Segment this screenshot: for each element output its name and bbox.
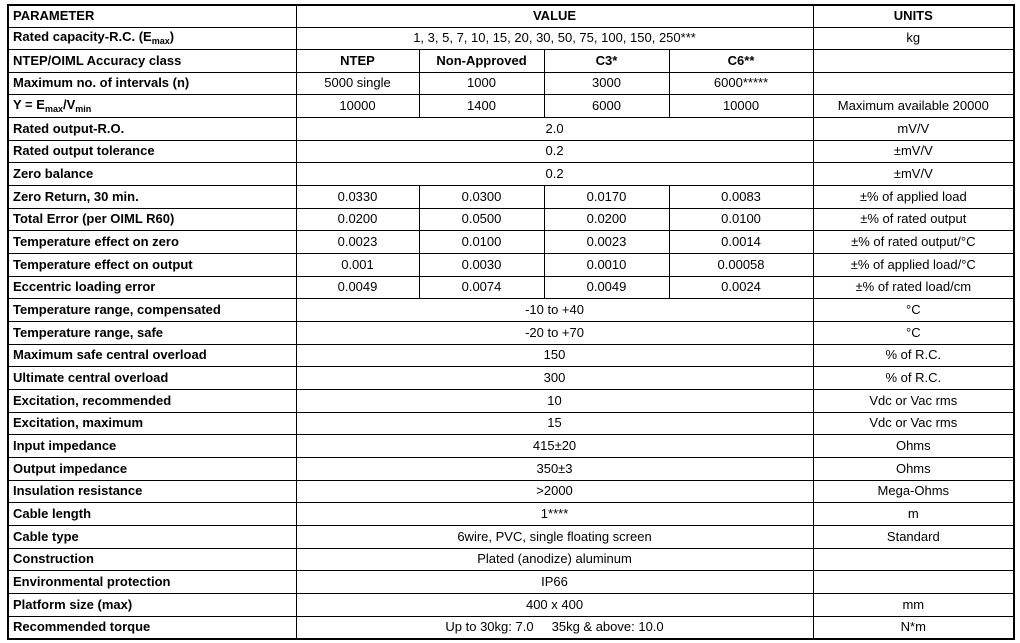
value-cell: 0.2 [296,140,813,163]
parameter-cell: Environmental protection [8,571,296,594]
value-cell: 0.001 [296,254,419,277]
parameter-cell: Zero balance [8,163,296,186]
value-cell: Up to 30kg: 7.0 35kg & above: 10.0 [296,616,813,639]
value-cell: 2.0 [296,118,813,141]
units-cell: ±% of applied load/°C [813,254,1014,277]
value-column-header: VALUE [296,5,813,27]
spec-table-body [8,27,1014,639]
table-row [8,457,1014,480]
table-row [8,390,1014,413]
value-cell: 0.0010 [544,254,669,277]
table-row [8,72,1014,95]
table-row [8,140,1014,163]
units-cell: Standard [813,525,1014,548]
units-cell: Vdc or Vac rms [813,390,1014,413]
parameter-cell: Platform size (max) [8,593,296,616]
parameter-cell: Excitation, recommended [8,390,296,413]
parameter-cell: Maximum safe central overload [8,344,296,367]
table-row [8,208,1014,231]
header-row [8,5,1014,27]
table-row [8,163,1014,186]
units-cell: mm [813,593,1014,616]
table-row [8,435,1014,458]
value-cell: C3* [544,50,669,73]
table-row [8,186,1014,209]
parameter-cell: Recommended torque [8,616,296,639]
units-cell: % of R.C. [813,367,1014,390]
units-cell: ±% of rated load/cm [813,276,1014,299]
value-cell: 1**** [296,503,813,526]
parameter-cell: NTEP/OIML Accuracy class [8,50,296,73]
value-cell: 3000 [544,72,669,95]
table-row [8,95,1014,118]
units-cell [813,50,1014,73]
parameter-cell: Output impedance [8,457,296,480]
parameter-cell: Cable type [8,525,296,548]
parameter-cell: Zero Return, 30 min. [8,186,296,209]
table-row [8,27,1014,50]
value-cell: 0.0200 [296,208,419,231]
table-row [8,118,1014,141]
units-cell: ±mV/V [813,140,1014,163]
value-cell: >2000 [296,480,813,503]
value-cell: 0.0023 [544,231,669,254]
value-cell: 6wire, PVC, single floating screen [296,525,813,548]
units-cell: m [813,503,1014,526]
units-cell: Vdc or Vac rms [813,412,1014,435]
value-cell: 0.0030 [419,254,544,277]
value-cell: Plated (anodize) aluminum [296,548,813,571]
table-row [8,299,1014,322]
value-cell: IP66 [296,571,813,594]
value-cell: 1400 [419,95,544,118]
value-cell: 0.0049 [296,276,419,299]
value-cell: -20 to +70 [296,322,813,345]
value-cell: 400 x 400 [296,593,813,616]
value-cell: 15 [296,412,813,435]
value-cell: 0.0300 [419,186,544,209]
units-cell: mV/V [813,118,1014,141]
value-cell: -10 to +40 [296,299,813,322]
table-row [8,525,1014,548]
value-cell: 0.0023 [296,231,419,254]
table-row [8,503,1014,526]
value-cell: 10 [296,390,813,413]
value-cell: 1000 [419,72,544,95]
value-cell: 0.0014 [669,231,813,254]
parameter-cell: Construction [8,548,296,571]
value-cell: 350±3 [296,457,813,480]
value-cell: 10000 [296,95,419,118]
parameter-cell: Rated capacity-R.C. $(E_{max})$ [8,27,296,50]
value-cell: 0.0200 [544,208,669,231]
units-cell: Ohms [813,457,1014,480]
parameter-cell: Total Error (per OIML R60) [8,208,296,231]
units-cell: Ohms [813,435,1014,458]
value-cell: 6000 [544,95,669,118]
parameter-cell: Insulation resistance [8,480,296,503]
value-cell: 0.0024 [669,276,813,299]
parameter-cell: Temperature effect on output [8,254,296,277]
parameter-cell: Temperature range, compensated [8,299,296,322]
value-cell: 0.0083 [669,186,813,209]
parameter-cell: Cable length [8,503,296,526]
value-cell: C6** [669,50,813,73]
units-cell: % of R.C. [813,344,1014,367]
value-cell: NTEP [296,50,419,73]
units-cell [813,548,1014,571]
units-cell: °C [813,322,1014,345]
units-cell: Mega-Ohms [813,480,1014,503]
table-row [8,344,1014,367]
table-row [8,571,1014,594]
table-row [8,254,1014,277]
value-cell: 0.0330 [296,186,419,209]
table-row [8,322,1014,345]
units-cell: Maximum available 20000 [813,95,1014,118]
parameter-cell: Input impedance [8,435,296,458]
value-cell: 0.0100 [669,208,813,231]
units-cell [813,571,1014,594]
value-cell: 5000 single [296,72,419,95]
table-row [8,480,1014,503]
units-cell: N*m [813,616,1014,639]
parameter-cell: Ultimate central overload [8,367,296,390]
parameter-cell: Rated output tolerance [8,140,296,163]
value-cell: 0.0049 [544,276,669,299]
table-row [8,548,1014,571]
value-cell: 0.2 [296,163,813,186]
units-cell: ±mV/V [813,163,1014,186]
table-row [8,412,1014,435]
value-cell: 0.0100 [419,231,544,254]
parameter-column-header: PARAMETER [8,5,296,27]
parameter-cell: Temperature range, safe [8,322,296,345]
parameter-cell: Eccentric loading error [8,276,296,299]
units-cell [813,72,1014,95]
value-cell: 0.0500 [419,208,544,231]
parameter-cell: Maximum no. of intervals (n) [8,72,296,95]
parameter-cell: $Y = E_{max}/V_{min}$ [8,95,296,118]
value-cell: 1, 3, 5, 7, 10, 15, 20, 30, 50, 75, 100, 150, 250*** [296,27,813,50]
value-cell: 0.0170 [544,186,669,209]
value-cell: 10000 [669,95,813,118]
parameter-cell: Temperature effect on zero [8,231,296,254]
table-row [8,616,1014,639]
units-cell: ±% of rated output [813,208,1014,231]
value-cell: 150 [296,344,813,367]
units-cell: ±% of rated output/°C [813,231,1014,254]
units-cell: ±% of applied load [813,186,1014,209]
value-cell: 300 [296,367,813,390]
value-cell: 6000***** [669,72,813,95]
units-column-header: UNITS [813,5,1014,27]
value-cell: 0.0074 [419,276,544,299]
units-cell: °C [813,299,1014,322]
table-row [8,367,1014,390]
table-row [8,231,1014,254]
table-row [8,593,1014,616]
parameter-cell: Excitation, maximum [8,412,296,435]
specifications-table [7,4,1015,640]
value-cell: 415±20 [296,435,813,458]
table-row [8,50,1014,73]
value-cell: Non-Approved [419,50,544,73]
parameter-cell: Rated output-R.O. [8,118,296,141]
table-row [8,276,1014,299]
units-cell: kg [813,27,1014,50]
value-cell: 0.00058 [669,254,813,277]
